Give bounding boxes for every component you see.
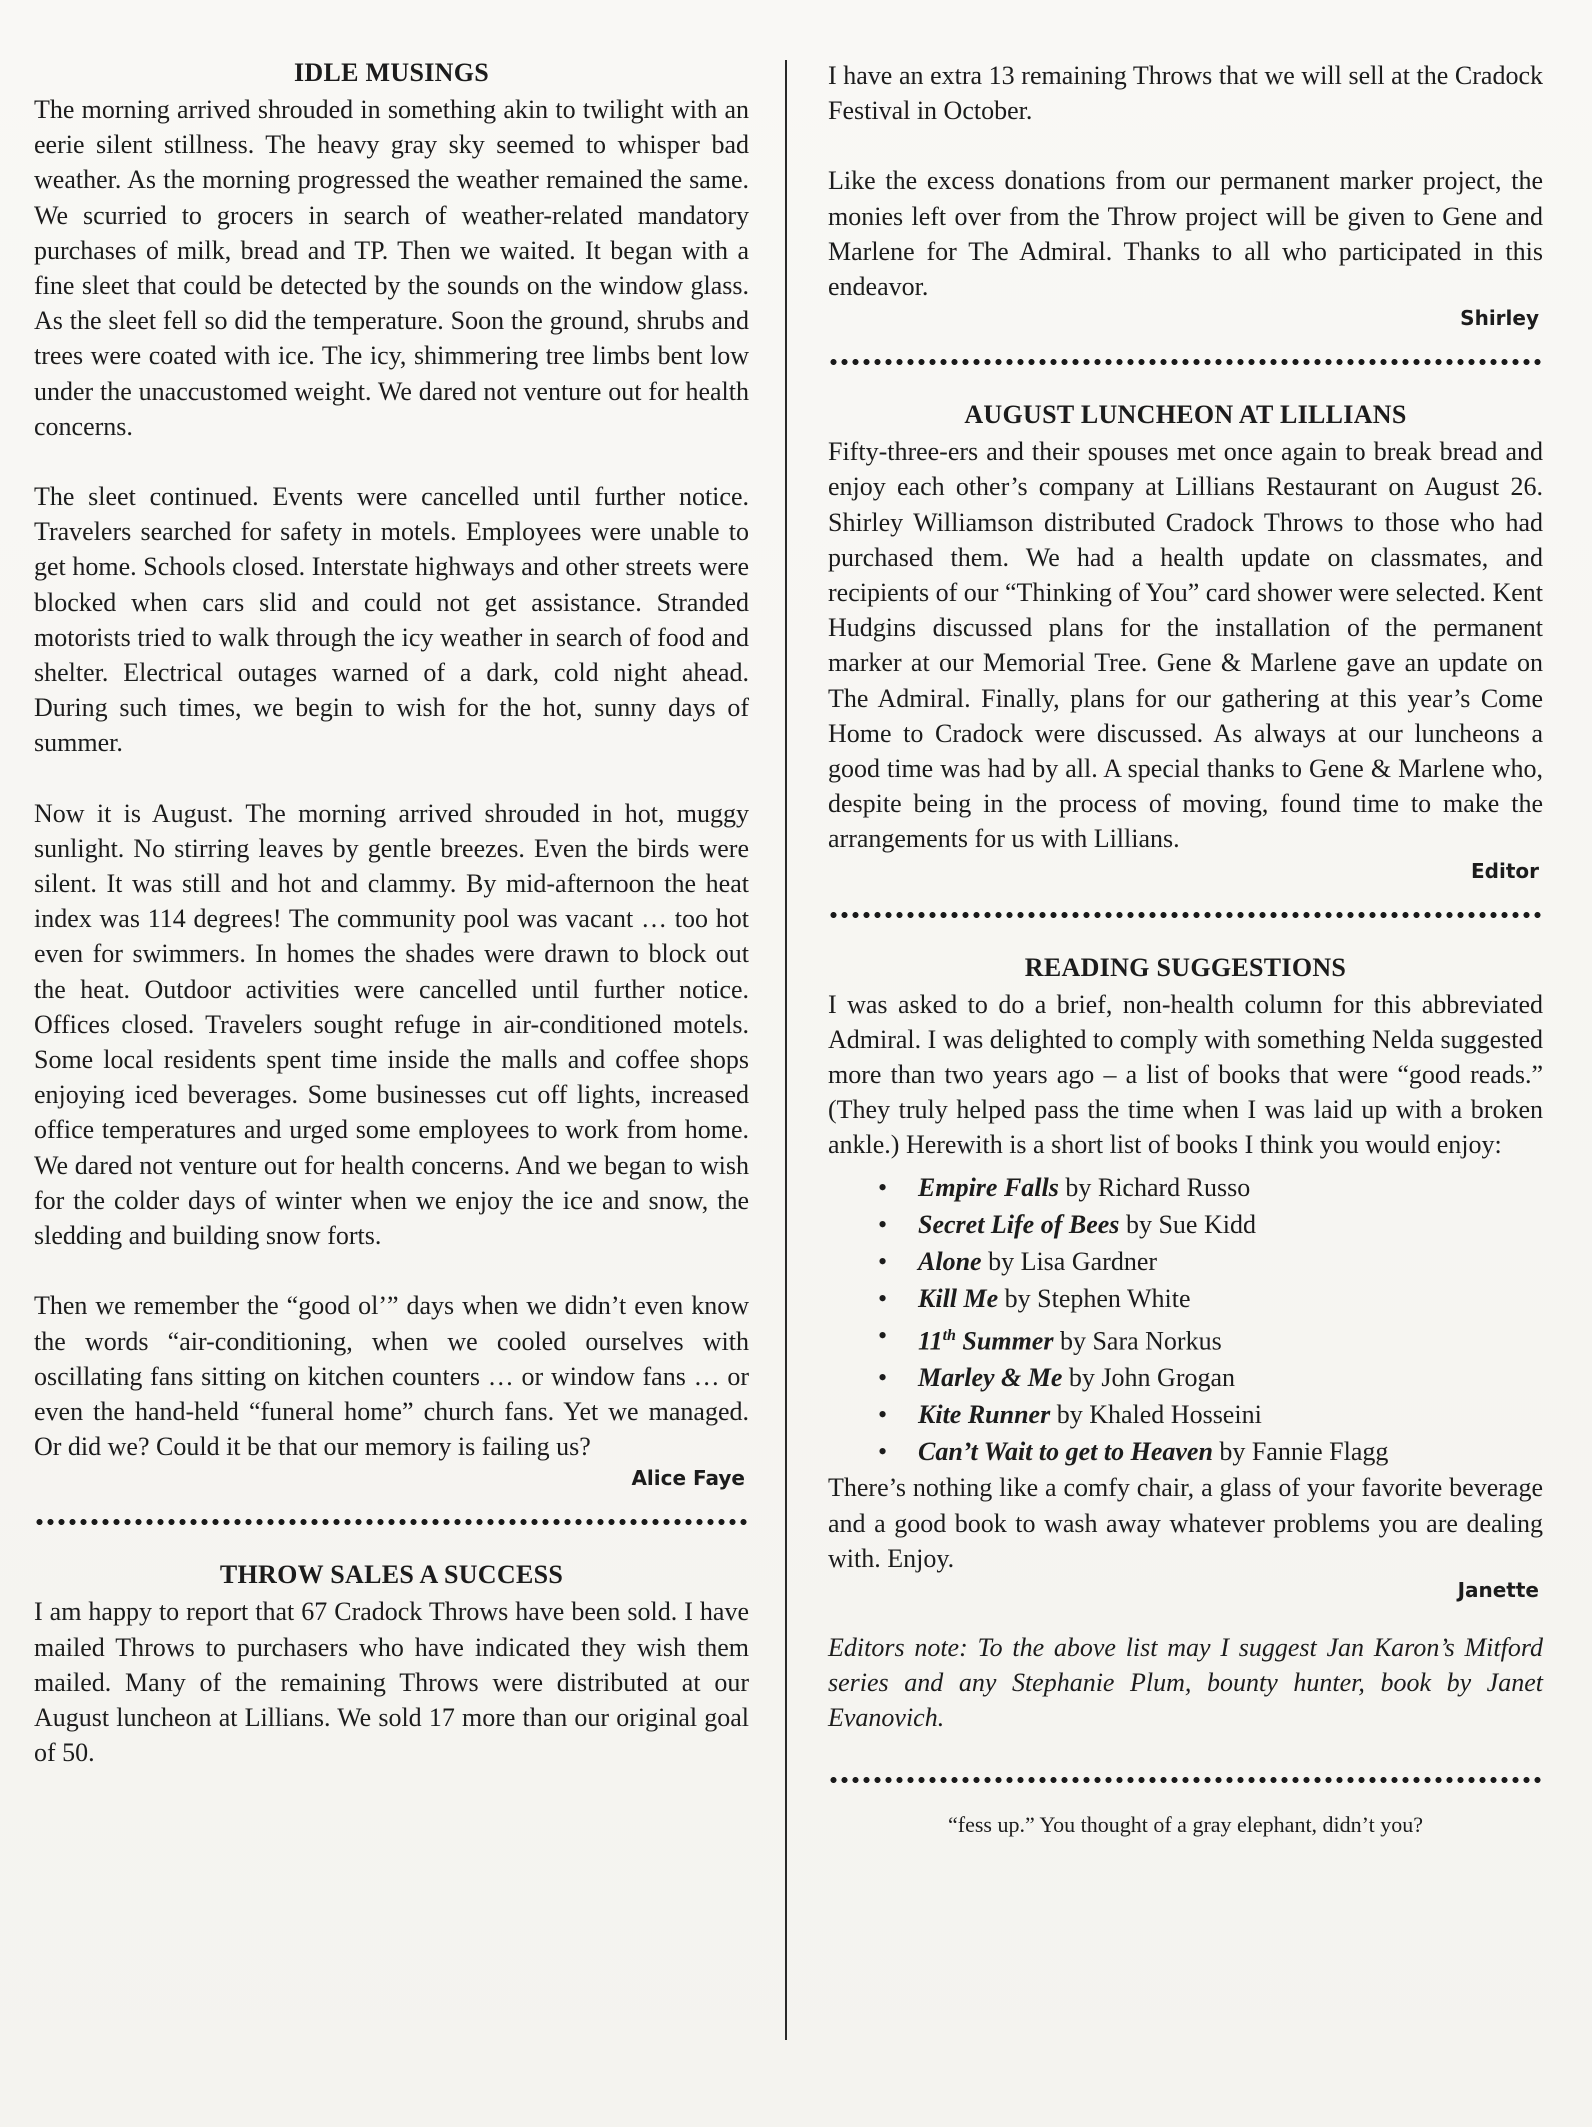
idle-musings-paragraph-2: The sleet continued. Events were cancelled until further notice. Travelers searched for safety in motels. Employees were unable to get home. Schools closed. Interstate highways and other streets were blocked when cars slid and could not get assistance. Stranded motorists tried to walk through the icy weather in search of food and shelter. Electrical outages warned of a dark, cold night ahead. During such times, we begin to wish for the hot, sunny days of summer. <box>34 482 749 758</box>
throw-sales-continued <box>828 58 1543 330</box>
throw-sales-paragraph-3: Like the excess donations from our permanent marker project, the monies left over from the Throw project will be given to Gene and Marlene for The Admiral. Thanks to all who participated in this endeavor. <box>828 166 1543 302</box>
list-item: • Kill Me by Stephen White <box>878 1280 1543 1317</box>
dotted-separator <box>34 1518 749 1526</box>
list-item: • Can’t Wait to get to Heaven by Fannie Flagg <box>878 1433 1543 1470</box>
idle-musings-paragraph-4: Then we remember the “good ol’” days when we didn’t even know the words “air-conditioning, when we cooled ourselves with oscillating fans sitting on kitchen counters … or window fans … or even the hand-held “funeral home” church fans. Yet we managed. Or did we? Could it be that our memory is failing us? <box>34 1291 749 1462</box>
throw-sales-article <box>34 1560 749 1770</box>
throw-sales-title: THROW SALES A SUCCESS <box>219 1560 564 1590</box>
luncheon-title: AUGUST LUNCHEON AT LILLIANS <box>964 400 1407 430</box>
throw-sales-paragraph-2: I have an extra 13 remaining Throws that we will sell at the Cradock Festival in October. <box>828 61 1543 126</box>
idle-musings-title: IDLE MUSINGS <box>293 58 490 87</box>
left-column <box>34 58 749 1770</box>
list-item: • Marley & Me by John Grogan <box>878 1359 1543 1396</box>
luncheon-paragraph: Fifty-three-ers and their spouses met once again to break bread and enjoy each other’s company at Lillians Restaurant on August 26. Shirley Williamson distributed Cradock Throws to those who had purchased them. We had a health update on classmates, and recipients of our “Thinking of You” card shower were selected. Kent Hudgins discussed plans for the installation of the permanent marker at our Memorial Tree. Gene & Marlene gave an update on The Admiral. Finally, plans for our gathering at this year’s Come Home to Cradock were discussed. As always at our luncheons a good time was had by all. A special thanks to Gene & Marlene who, despite being in the process of moving, found time to make the arrangements for us with Lillians. <box>828 437 1543 854</box>
list-item: • Empire Falls by Richard Russo <box>878 1169 1543 1206</box>
editors-note: Editors note: To the above list may I suggest Jan Karon’s Mitford series and any Stephanie Plum, bounty hunter, book by Janet Evanovich. <box>828 1632 1543 1733</box>
dotted-separator <box>828 911 1543 919</box>
luncheon-signature: Editor <box>1471 858 1539 883</box>
reading-suggestions-title: READING SUGGESTIONS <box>1024 952 1347 982</box>
book-list <box>828 1169 1543 1471</box>
column-divider <box>785 60 787 2040</box>
list-item: • Alone by Lisa Gardner <box>878 1243 1543 1280</box>
right-column <box>828 58 1543 1840</box>
reading-suggestions-closing: There’s nothing like a comfy chair, a glass of your favorite beverage and a good book to wash away whatever problems you are dealing with. Enjoy. <box>828 1473 1543 1573</box>
throw-sales-paragraph-1: I am happy to report that 67 Cradock Throws have been sold. I have mailed Throws to purchasers who have indicated they wish them mailed. Many of the remaining Throws were distributed at our August luncheon at Lillians. We sold 17 more than our original goal of 50. <box>34 1597 749 1768</box>
reading-suggestions-article <box>828 953 1543 1736</box>
throw-sales-signature: Shirley <box>1460 306 1539 331</box>
idle-musings-signature: Alice Faye <box>631 1466 745 1491</box>
luncheon-article <box>828 400 1543 882</box>
closing-line: “fess up.” You thought of a gray elephant, didn’t you? <box>948 1811 1423 1837</box>
idle-musings-article <box>34 58 749 1490</box>
list-item: • Secret Life of Bees by Sue Kidd <box>878 1206 1543 1243</box>
dotted-separator <box>828 358 1543 366</box>
list-item: • 11th Summer by Sara Norkus <box>878 1317 1543 1360</box>
idle-musings-paragraph-3: Now it is August. The morning arrived shrouded in hot, muggy sunlight. No stirring leaves by gentle breezes. Even the birds were silent. It was still and hot and clammy. By mid-afternoon the heat index was 114 degrees! The community pool was vacant … too hot even for swimmers. In homes the shades were drawn to block out the heat. Outdoor activities were cancelled until further notice. Offices closed. Travelers sought refuge in air-conditioned motels. Some local residents spent time inside the malls and coffee shops enjoying iced beverages. Some businesses cut off lights, increased office temperatures and urged some employees to work from home. We dared not venture out for health concerns. And we began to wish for the colder days of winter when we enjoy the ice and snow, the sledding and building snow forts. <box>34 798 749 1251</box>
reading-suggestions-signature: Janette <box>1457 1577 1539 1602</box>
reading-suggestions-intro: I was asked to do a brief, non-health column for this abbreviated Admiral. I was delighted to comply with something Nelda suggested more than two years ago – a list of books that were “good reads.” (They truly helped pass the time when I was laid up with a broken ankle.) Herewith is a short list of books I think you would enjoy: <box>828 989 1543 1160</box>
list-item: • Kite Runner by Khaled Hosseini <box>878 1396 1543 1433</box>
idle-musings-paragraph-1: The morning arrived shrouded in something akin to twilight with an eerie silent stillness. The heavy gray sky seemed to whisper bad weather. As the morning progressed the weather remained the same. We scurried to grocers in search of weather-related mandatory purchases of milk, bread and TP. Then we waited. It began with a fine sleet that could be detected by the sounds on the window glass. As the sleet fell so did the temperature. Soon the ground, shrubs and trees were coated with ice. The icy, shimmering tree limbs bent low under the unaccustomed weight. We dared not venture out for health concerns. <box>34 95 749 441</box>
dotted-separator <box>828 1776 1543 1784</box>
